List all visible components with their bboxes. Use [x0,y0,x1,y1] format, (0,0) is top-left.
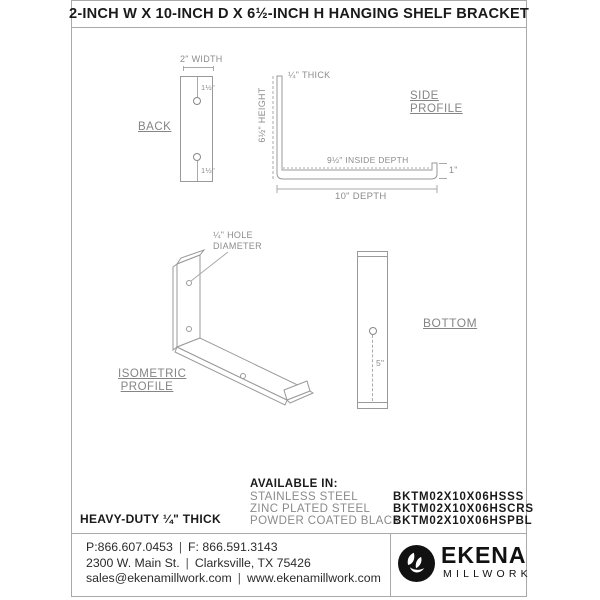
back-bottom-hole [193,153,201,161]
side-view-label-line1: SIDE [410,90,439,102]
sku-zinc: BKTM02X10X06HSCRS [393,503,534,515]
dove-leaf-logo-icon [398,545,435,582]
back-bottom-centerline [197,161,198,181]
finish-stainless: STAINLESS STEEL [250,491,359,503]
heavy-duty-note: HEAVY-DUTY ¼" THICK [80,512,221,526]
side-lip-tick-bottom [439,178,447,179]
isometric-label-line2: PROFILE [120,381,174,393]
iso-hole-dim-line1: ¼" HOLE [213,230,253,240]
side-inside-depth-dim: 9½" INSIDE DEPTH [327,155,409,165]
back-view-label: BACK [138,121,172,133]
back-bottom-hole-dim: 1½" [201,166,215,175]
side-thick-dim: ¼" THICK [288,70,331,80]
finish-powder: POWDER COATED BLACK [250,515,401,527]
side-view-label [410,90,463,115]
sku-stainless: BKTM02X10X06HSSS [393,491,525,503]
bottom-hole [369,327,377,335]
bottom-bottom-bend-line [358,402,387,403]
separator: | [178,540,183,554]
side-height-dim: 6½" HEIGHT [257,87,267,143]
iso-bottom-hole [187,327,192,332]
fax-number: F: 866.591.3143 [188,540,278,554]
iso-plate-left-edge [173,264,177,350]
contact-line-web [86,571,381,587]
back-width-dim: 2" WIDTH [180,54,223,64]
contact-line-address [86,556,381,572]
footer-divider [390,534,391,596]
separator: | [185,555,189,570]
sku-powder: BKTM02X10X06HSPBL [393,515,533,527]
isometric-view-label [118,368,187,394]
footer [72,533,532,596]
iso-vertical-plate [177,255,200,347]
back-width-dim-line [183,67,214,68]
bottom-hole-dim: 5" [376,358,385,368]
contact-line-phone [86,540,381,556]
iso-hole-dim [213,230,262,252]
brand-subname: MILLWORK [443,568,532,580]
isometric-label-line1: ISOMETRIC [118,368,187,380]
side-lip-dim: 1" [449,165,458,175]
iso-hole-dim-line2: DIAMETER [213,241,262,251]
title-bar [69,1,529,28]
iso-shelf-hole [241,374,246,379]
available-in-heading: AVAILABLE IN: [250,478,338,490]
brand-name: EKENA [441,542,527,568]
separator: | [237,571,241,585]
website-url: www.ekenamillwork.com [246,571,381,585]
side-depth-dim: 10" DEPTH [335,191,387,202]
spec-sheet [69,0,534,597]
street-address: 2300 W. Main St. [86,555,180,570]
side-lip-tick-top [439,163,447,164]
bottom-top-bend-line [358,256,387,257]
iso-top-hole [187,281,192,286]
back-top-hole-dim: 1½" [201,83,215,92]
bottom-centerline [372,335,373,401]
back-top-centerline [197,77,198,98]
phone-number: P:866.607.0453 [86,540,173,554]
back-top-hole [193,97,201,105]
bottom-view-label: BOTTOM [423,316,478,330]
finish-zinc: ZINC PLATED STEEL [250,503,371,515]
page-title: 2-INCH W X 10-INCH D X 6½-INCH H HANGING SHELF BRACKET [69,6,529,22]
contact-block [86,540,381,587]
email-address: sales@ekenamillwork.com [86,571,232,585]
city-state-zip: Clarksville, TX 75426 [194,555,311,570]
side-view-label-line2: PROFILE [410,102,463,115]
